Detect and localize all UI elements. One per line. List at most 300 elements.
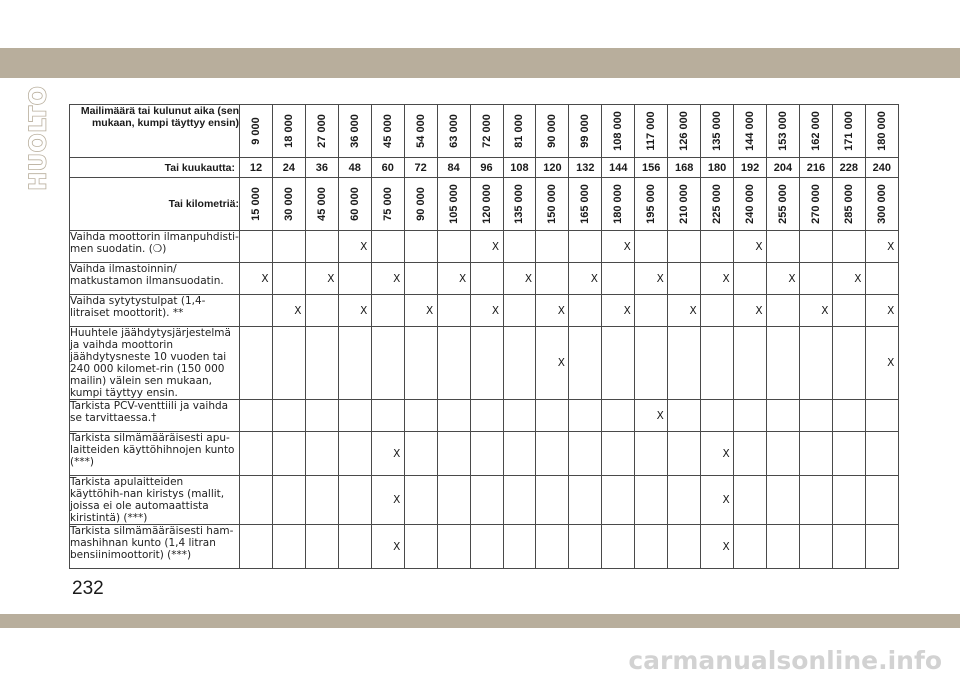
miles-col-header bbox=[635, 105, 668, 158]
schedule-cell bbox=[240, 295, 273, 327]
schedule-cell bbox=[767, 295, 800, 327]
schedule-cell bbox=[701, 263, 734, 295]
miles-col-header bbox=[437, 105, 470, 158]
km-col-header bbox=[272, 178, 305, 231]
km-value: 45 000 bbox=[315, 187, 328, 221]
service-mark: X bbox=[854, 272, 862, 285]
miles-value: 117 000 bbox=[645, 111, 658, 151]
miles-value: 9 000 bbox=[249, 117, 262, 145]
miles-col-header bbox=[832, 105, 865, 158]
schedule-cell bbox=[338, 525, 371, 569]
schedule-cell bbox=[503, 327, 536, 400]
task-row bbox=[70, 327, 899, 400]
schedule-cell bbox=[602, 525, 635, 569]
months-value: 168 bbox=[668, 158, 701, 178]
schedule-cell bbox=[832, 476, 865, 525]
schedule-cell bbox=[569, 295, 602, 327]
km-value: 120 000 bbox=[480, 184, 493, 224]
schedule-cell bbox=[272, 400, 305, 432]
schedule-cell bbox=[404, 432, 437, 476]
schedule-cell bbox=[404, 476, 437, 525]
schedule-cell bbox=[799, 476, 832, 525]
schedule-cell bbox=[734, 525, 767, 569]
schedule-cell bbox=[668, 295, 701, 327]
schedule-cell bbox=[767, 231, 800, 263]
task-description: Huuhtele jäähdytysjärjestelmä ja vaihda moottorin jäähdytysneste 10 vuoden tai 240 000 kilomet-rin (150 000 mailin) välein sen mukaan, kumpi täyttyy ensin. bbox=[70, 327, 240, 400]
service-mark: X bbox=[458, 272, 467, 285]
km-value: 15 000 bbox=[249, 187, 262, 221]
schedule-cell bbox=[437, 400, 470, 432]
schedule-cell bbox=[832, 432, 865, 476]
months-row bbox=[70, 158, 899, 178]
schedule-cell bbox=[503, 476, 536, 525]
schedule-cell bbox=[569, 476, 602, 525]
task-rows bbox=[70, 231, 899, 569]
task-description: Tarkista apulaitteiden käyttöhih-nan kiristys (mallit, joissa ei ole automaattista kiristintä) (***) bbox=[70, 476, 240, 525]
schedule-cell bbox=[635, 476, 668, 525]
service-mark: X bbox=[656, 272, 664, 285]
schedule-cell bbox=[272, 231, 305, 263]
months-value: 120 bbox=[536, 158, 569, 178]
maintenance-schedule-table bbox=[69, 104, 899, 569]
schedule-cell bbox=[536, 295, 569, 327]
task-row bbox=[70, 525, 899, 569]
schedule-cell bbox=[569, 525, 602, 569]
km-value: 300 000 bbox=[875, 184, 888, 224]
schedule-cell bbox=[305, 476, 338, 525]
task-description: Vaihda ilmastoinnin/ matkustamon ilmansuodatin. bbox=[70, 263, 240, 295]
schedule-cell bbox=[404, 231, 437, 263]
miles-col-header bbox=[668, 105, 701, 158]
service-mark: X bbox=[261, 272, 269, 285]
service-mark: X bbox=[426, 304, 434, 317]
schedule-cell bbox=[668, 231, 701, 263]
schedule-cell bbox=[767, 525, 800, 569]
section-tab bbox=[24, 84, 54, 192]
months-value: 60 bbox=[371, 158, 404, 178]
schedule-cell bbox=[767, 327, 800, 400]
miles-col-header bbox=[865, 105, 898, 158]
service-mark: X bbox=[327, 272, 335, 285]
months-value: 12 bbox=[240, 158, 273, 178]
schedule-cell bbox=[305, 295, 338, 327]
task-row bbox=[70, 295, 899, 327]
km-value: 195 000 bbox=[645, 184, 658, 224]
schedule-cell bbox=[865, 400, 898, 432]
miles-col-header bbox=[470, 105, 503, 158]
schedule-cell bbox=[305, 263, 338, 295]
months-value: 132 bbox=[569, 158, 602, 178]
service-mark: X bbox=[755, 304, 763, 317]
schedule-cell bbox=[305, 327, 338, 400]
schedule-cell bbox=[470, 476, 503, 525]
service-mark: X bbox=[722, 272, 730, 285]
schedule-cell bbox=[272, 327, 305, 400]
schedule-cell bbox=[799, 432, 832, 476]
schedule-cell bbox=[701, 476, 734, 525]
km-value: 180 000 bbox=[612, 184, 625, 224]
km-col-header bbox=[865, 178, 898, 231]
km-col-header bbox=[305, 178, 338, 231]
miles-col-header bbox=[272, 105, 305, 158]
schedule-cell bbox=[470, 231, 503, 263]
schedule-cell bbox=[734, 400, 767, 432]
schedule-cell bbox=[272, 263, 305, 295]
page-number: 232 bbox=[72, 578, 104, 599]
schedule-cell bbox=[832, 327, 865, 400]
schedule-cell bbox=[503, 295, 536, 327]
schedule-cell bbox=[832, 400, 865, 432]
task-row bbox=[70, 476, 899, 525]
schedule-cell bbox=[799, 295, 832, 327]
km-col-header bbox=[240, 178, 273, 231]
km-value: 165 000 bbox=[579, 184, 592, 224]
schedule-cell bbox=[371, 476, 404, 525]
schedule-cell bbox=[437, 327, 470, 400]
schedule-cell bbox=[799, 327, 832, 400]
schedule-cell bbox=[536, 400, 569, 432]
schedule-cell bbox=[338, 327, 371, 400]
schedule-cell bbox=[404, 525, 437, 569]
km-col-header bbox=[371, 178, 404, 231]
schedule-cell bbox=[338, 231, 371, 263]
service-mark: X bbox=[887, 240, 895, 253]
schedule-cell bbox=[734, 476, 767, 525]
schedule-cell bbox=[404, 327, 437, 400]
schedule-cell bbox=[503, 400, 536, 432]
schedule-cell bbox=[470, 400, 503, 432]
schedule-cell bbox=[767, 432, 800, 476]
schedule-cell bbox=[371, 432, 404, 476]
schedule-cell bbox=[272, 476, 305, 525]
schedule-cell bbox=[536, 231, 569, 263]
service-mark: X bbox=[393, 494, 401, 506]
task-row bbox=[70, 400, 899, 432]
service-mark: X bbox=[393, 272, 401, 285]
schedule-cell bbox=[701, 231, 734, 263]
schedule-cell bbox=[470, 263, 503, 295]
miles-value: 162 000 bbox=[809, 111, 822, 151]
months-label: Tai kuukautta: bbox=[70, 158, 240, 178]
km-col-header bbox=[503, 178, 536, 231]
service-mark: X bbox=[294, 304, 302, 317]
miles-value: 135 000 bbox=[711, 111, 724, 151]
schedule-cell bbox=[767, 476, 800, 525]
service-mark: X bbox=[557, 357, 565, 369]
schedule-cell bbox=[371, 400, 404, 432]
schedule-cell bbox=[799, 525, 832, 569]
miles-col-header bbox=[569, 105, 602, 158]
schedule-cell bbox=[668, 525, 701, 569]
km-value: 225 000 bbox=[711, 184, 724, 224]
schedule-cell bbox=[404, 263, 437, 295]
schedule-cell bbox=[536, 327, 569, 400]
schedule-cell bbox=[272, 525, 305, 569]
km-value: 105 000 bbox=[447, 184, 460, 224]
km-value: 210 000 bbox=[678, 184, 691, 224]
schedule-cell bbox=[832, 263, 865, 295]
km-col-header bbox=[338, 178, 371, 231]
schedule-cell bbox=[865, 525, 898, 569]
schedule-cell bbox=[602, 432, 635, 476]
km-value: 75 000 bbox=[381, 187, 394, 221]
km-col-header bbox=[602, 178, 635, 231]
months-value: 72 bbox=[404, 158, 437, 178]
schedule-cell bbox=[865, 263, 898, 295]
schedule-cell bbox=[404, 295, 437, 327]
schedule-cell bbox=[668, 432, 701, 476]
schedule-cell bbox=[305, 231, 338, 263]
schedule-cell bbox=[338, 400, 371, 432]
task-description: Vaihda sytytystulpat (1,4-litraiset moottorit). ** bbox=[70, 295, 240, 327]
schedule-cell bbox=[503, 263, 536, 295]
schedule-cell bbox=[503, 432, 536, 476]
miles-col-header bbox=[404, 105, 437, 158]
miles-col-header bbox=[536, 105, 569, 158]
schedule-cell bbox=[272, 432, 305, 476]
schedule-cell bbox=[371, 263, 404, 295]
service-mark: X bbox=[393, 447, 401, 460]
miles-value: 144 000 bbox=[744, 111, 757, 151]
km-col-header bbox=[470, 178, 503, 231]
km-value: 255 000 bbox=[776, 184, 789, 224]
km-col-header bbox=[701, 178, 734, 231]
schedule-cell bbox=[371, 525, 404, 569]
miles-value: 54 000 bbox=[414, 114, 427, 148]
months-value: 36 bbox=[305, 158, 338, 178]
schedule-cell bbox=[371, 295, 404, 327]
km-col-header bbox=[734, 178, 767, 231]
section-label: HUOLTO bbox=[26, 85, 52, 191]
months-value: 240 bbox=[865, 158, 898, 178]
schedule-cell bbox=[305, 400, 338, 432]
schedule-cell bbox=[437, 432, 470, 476]
service-mark: X bbox=[722, 540, 730, 553]
km-value: 150 000 bbox=[546, 184, 559, 224]
schedule-cell bbox=[240, 432, 273, 476]
miles-col-header bbox=[701, 105, 734, 158]
schedule-cell bbox=[799, 263, 832, 295]
schedule-cell bbox=[602, 231, 635, 263]
schedule-cell bbox=[569, 327, 602, 400]
miles-col-header bbox=[602, 105, 635, 158]
schedule-cell bbox=[503, 525, 536, 569]
km-col-header bbox=[569, 178, 602, 231]
km-col-header bbox=[799, 178, 832, 231]
schedule-cell bbox=[240, 476, 273, 525]
schedule-cell bbox=[569, 400, 602, 432]
km-value: 60 000 bbox=[348, 187, 361, 221]
schedule-cell bbox=[602, 263, 635, 295]
service-mark: X bbox=[360, 304, 368, 317]
months-value: 84 bbox=[437, 158, 470, 178]
service-mark: X bbox=[821, 304, 829, 317]
schedule-cell bbox=[437, 476, 470, 525]
km-header-label: Tai kilometriä: bbox=[70, 178, 240, 231]
miles-col-header bbox=[338, 105, 371, 158]
schedule-cell bbox=[338, 263, 371, 295]
schedule-cell bbox=[240, 327, 273, 400]
miles-value: 18 000 bbox=[282, 114, 295, 148]
schedule-cell bbox=[865, 327, 898, 400]
schedule-cell bbox=[437, 263, 470, 295]
km-value: 90 000 bbox=[414, 187, 427, 221]
months-value: 144 bbox=[602, 158, 635, 178]
schedule-cell bbox=[536, 476, 569, 525]
service-mark: X bbox=[788, 272, 796, 285]
schedule-cell bbox=[635, 525, 668, 569]
service-mark: X bbox=[689, 304, 697, 317]
months-value: 204 bbox=[767, 158, 800, 178]
km-value: 135 000 bbox=[513, 184, 526, 224]
schedule-cell bbox=[536, 432, 569, 476]
service-mark: X bbox=[590, 272, 598, 285]
miles-value: 45 000 bbox=[381, 114, 394, 148]
miles-value: 81 000 bbox=[513, 114, 526, 148]
schedule-cell bbox=[503, 231, 536, 263]
months-value: 180 bbox=[701, 158, 734, 178]
bottom-band bbox=[0, 614, 960, 628]
service-mark: X bbox=[393, 540, 401, 553]
schedule-cell bbox=[602, 476, 635, 525]
miles-col-header bbox=[734, 105, 767, 158]
months-value: 156 bbox=[635, 158, 668, 178]
service-mark: X bbox=[491, 240, 500, 253]
miles-value: 63 000 bbox=[447, 114, 460, 148]
schedule-cell bbox=[470, 327, 503, 400]
miles-col-header bbox=[240, 105, 273, 158]
service-mark: X bbox=[887, 304, 895, 317]
schedule-cell bbox=[635, 231, 668, 263]
miles-col-header bbox=[767, 105, 800, 158]
schedule-cell bbox=[799, 231, 832, 263]
schedule-cell bbox=[305, 525, 338, 569]
miles-value: 180 000 bbox=[875, 111, 888, 151]
km-header-row bbox=[70, 178, 899, 231]
schedule-cell bbox=[832, 231, 865, 263]
service-mark: X bbox=[755, 240, 763, 253]
service-mark: X bbox=[491, 304, 500, 317]
schedule-cell bbox=[240, 400, 273, 432]
schedule-cell bbox=[865, 432, 898, 476]
schedule-cell bbox=[701, 295, 734, 327]
schedule-cell bbox=[832, 295, 865, 327]
schedule-cell bbox=[701, 327, 734, 400]
service-mark: X bbox=[623, 304, 631, 317]
km-value: 30 000 bbox=[282, 187, 295, 221]
km-col-header bbox=[767, 178, 800, 231]
miles-value: 36 000 bbox=[348, 114, 361, 148]
schedule-cell bbox=[602, 400, 635, 432]
task-row bbox=[70, 432, 899, 476]
schedule-cell bbox=[734, 263, 767, 295]
miles-col-header bbox=[371, 105, 404, 158]
schedule-cell bbox=[240, 525, 273, 569]
miles-value: 171 000 bbox=[842, 111, 855, 151]
km-col-header bbox=[832, 178, 865, 231]
miles-value: 90 000 bbox=[546, 114, 559, 148]
schedule-cell bbox=[338, 295, 371, 327]
schedule-cell bbox=[569, 231, 602, 263]
schedule-cell bbox=[668, 263, 701, 295]
schedule-cell bbox=[404, 400, 437, 432]
schedule-cell bbox=[569, 432, 602, 476]
months-value: 48 bbox=[338, 158, 371, 178]
watermark: carmanualsonline.info bbox=[628, 646, 942, 675]
service-mark: X bbox=[557, 304, 565, 317]
schedule-cell bbox=[240, 231, 273, 263]
schedule-cell bbox=[536, 263, 569, 295]
schedule-cell bbox=[635, 263, 668, 295]
months-value: 228 bbox=[832, 158, 865, 178]
months-value: 24 bbox=[272, 158, 305, 178]
schedule-cell bbox=[701, 525, 734, 569]
schedule-cell bbox=[437, 231, 470, 263]
task-row bbox=[70, 263, 899, 295]
service-mark: X bbox=[524, 272, 533, 285]
schedule-cell bbox=[701, 432, 734, 476]
service-mark: X bbox=[623, 240, 631, 253]
km-col-header bbox=[668, 178, 701, 231]
schedule-cell bbox=[668, 476, 701, 525]
miles-header-row bbox=[70, 105, 899, 158]
schedule-cell bbox=[437, 295, 470, 327]
schedule-cell bbox=[865, 295, 898, 327]
schedule-cell bbox=[635, 327, 668, 400]
schedule-cell bbox=[470, 432, 503, 476]
schedule-cell bbox=[338, 476, 371, 525]
service-mark: X bbox=[722, 494, 730, 506]
schedule-cell bbox=[305, 432, 338, 476]
schedule-cell bbox=[668, 400, 701, 432]
schedule-cell bbox=[734, 231, 767, 263]
km-col-header bbox=[437, 178, 470, 231]
miles-value: 153 000 bbox=[776, 111, 789, 151]
miles-header-label: Mailimäärä tai kulunut aika (sen mukaan, kumpi täyttyy ensin) bbox=[70, 105, 240, 158]
schedule-cell bbox=[865, 476, 898, 525]
months-value: 96 bbox=[470, 158, 503, 178]
schedule-cell bbox=[437, 525, 470, 569]
km-value: 240 000 bbox=[744, 184, 757, 224]
service-mark: X bbox=[360, 240, 368, 253]
miles-value: 72 000 bbox=[480, 114, 493, 148]
km-col-header bbox=[404, 178, 437, 231]
schedule-cell bbox=[635, 432, 668, 476]
schedule-cell bbox=[371, 231, 404, 263]
schedule-cell bbox=[734, 295, 767, 327]
schedule-cell bbox=[767, 263, 800, 295]
schedule-cell bbox=[701, 400, 734, 432]
task-row bbox=[70, 231, 899, 263]
miles-col-header bbox=[503, 105, 536, 158]
task-description: Tarkista silmämääräisesti ham-mashihnan kunto (1,4 litran bensiinimoottorit) (***) bbox=[70, 525, 240, 569]
schedule-cell bbox=[799, 400, 832, 432]
months-value: 108 bbox=[503, 158, 536, 178]
service-mark: X bbox=[887, 357, 895, 369]
schedule-cell bbox=[734, 432, 767, 476]
months-value: 192 bbox=[734, 158, 767, 178]
miles-col-header bbox=[305, 105, 338, 158]
schedule-cell bbox=[240, 263, 273, 295]
km-col-header bbox=[536, 178, 569, 231]
schedule-cell bbox=[865, 231, 898, 263]
km-value: 285 000 bbox=[842, 184, 855, 224]
task-description: Tarkista silmämääräisesti apu-laitteiden käyttöhihnojen kunto (***) bbox=[70, 432, 240, 476]
schedule-cell bbox=[470, 295, 503, 327]
schedule-cell bbox=[734, 327, 767, 400]
top-band bbox=[0, 48, 960, 78]
schedule-cell bbox=[767, 400, 800, 432]
